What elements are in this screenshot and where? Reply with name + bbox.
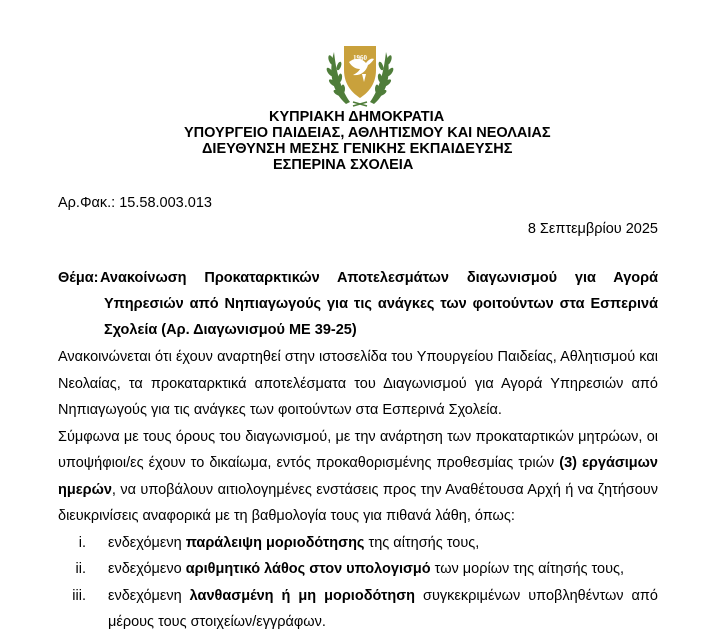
list-bold: παράλειψη μοριοδότησης xyxy=(185,534,365,551)
header-ministry: ΥΠΟΥΡΓΕΙΟ ΠΑΙΔΕΙΑΣ, ΑΘΛΗΤΙΣΜΟΥ ΚΑΙ ΝΕΟΛΑΙΑΣ xyxy=(184,125,551,141)
p1-line-2: Νεολαίας, τα προκαταρκτικά αποτελέσματα του Διαγωνισμού για Αγορά Υπηρεσιών από xyxy=(58,375,658,392)
p1-line-1: Ανακοινώνεται ότι έχουν αναρτηθεί στην ιστοσελίδα του Υπουργείου Παιδείας, Αθλητισμού και xyxy=(58,349,658,365)
p2-line-2 xyxy=(58,450,658,477)
svg-text:1960: 1960 xyxy=(353,54,367,62)
p2-line-1: Σύμφωνα με τους όρους του διαγωνισμού, με την ανάρτηση των προκαταρτικών μητρώων, οι xyxy=(58,428,658,445)
list-number: ii. xyxy=(75,561,86,577)
list-text: ενδεχόμενο xyxy=(108,561,186,577)
p2-deadline-bold: (3) εργάσιμων xyxy=(559,455,658,471)
subject-line-3: Σχολεία (Αρ. Διαγωνισμού ΜΕ 39-25) xyxy=(104,322,357,338)
p2-line-2-text: υποψήφιοι/ες έχουν το δικαίωμα, εντός προκαθορισμένης προθεσμίας τριών xyxy=(58,455,555,471)
list-text: συγκεκριμένων υποβληθέντων από xyxy=(415,587,658,604)
header-department: ΕΣΠΕΡΙΝΑ ΣΧΟΛΕΙΑ xyxy=(273,157,414,173)
p2-line-4: διευκρινίσεις αναφορικά με τη βαθμολογία τους για πιθανά λάθη, όπως: xyxy=(58,508,515,524)
paragraph-objections xyxy=(58,424,658,530)
cyprus-coat-of-arms-icon xyxy=(322,30,398,110)
document-date: 8 Σεπτεμβρίου 2025 xyxy=(527,221,658,237)
list-bold: λανθασμένη ή μη μοριοδότηση xyxy=(189,587,416,604)
body-text xyxy=(58,344,658,636)
list-number: i. xyxy=(78,534,86,551)
list-item xyxy=(58,530,658,557)
paragraph-announcement xyxy=(58,344,658,424)
list-text: της αίτησής τους, xyxy=(364,534,480,551)
list-text: ενδεχόμενη xyxy=(108,587,190,604)
p2-line-3-text: , να υποβάλουν αιτιολογημένες ενστάσεις προς την Αναθέτουσα Αρχή ή να ζητήσουν xyxy=(111,481,658,498)
p1-line-3: Νηπιαγωγούς για τις ανάγκες των φοιτούντων στα Εσπερινά Σχολεία. xyxy=(58,402,502,418)
list-bold: αριθμητικό λάθος στον υπολογισμό xyxy=(185,561,431,577)
list-item xyxy=(58,556,658,583)
list-text: των μορίων της αίτησής τους, xyxy=(430,561,625,577)
list-number: iii. xyxy=(72,587,86,604)
subject-line-1 xyxy=(58,265,658,291)
header-directorate: ΔΙΕΥΘΥΝΣΗ ΜΕΣΗΣ ΓΕΝΙΚΗΣ ΕΚΠΑΙΔΕΥΣΗΣ xyxy=(202,141,513,157)
list-item xyxy=(58,583,658,636)
subject-block xyxy=(58,265,658,343)
subject-line-2: Υπηρεσιών από Νηπιαγωγούς για τις ανάγκες των φοιτούντων στα Εσπερινά xyxy=(104,296,658,312)
list-line-2: μέρους τους στοιχείων/εγγράφων. xyxy=(108,614,326,630)
subject-label: Θέμα: xyxy=(58,270,99,286)
reference-number: Αρ.Φακ.: 15.58.003.013 xyxy=(58,195,212,211)
list-line-1 xyxy=(108,583,658,610)
header-country: ΚΥΠΡΙΑΚΗ ΔΗΜΟΚΡΑΤΙΑ xyxy=(269,109,445,125)
subject-text-1: Ανακοίνωση Προκαταρκτικών Αποτελεσμάτων διαγωνισμού για Αγορά xyxy=(100,270,658,286)
p2-line-3 xyxy=(58,477,658,504)
p2-days-bold: ημερών xyxy=(58,481,112,498)
error-list xyxy=(58,530,658,636)
list-text: ενδεχόμενη xyxy=(108,534,186,551)
